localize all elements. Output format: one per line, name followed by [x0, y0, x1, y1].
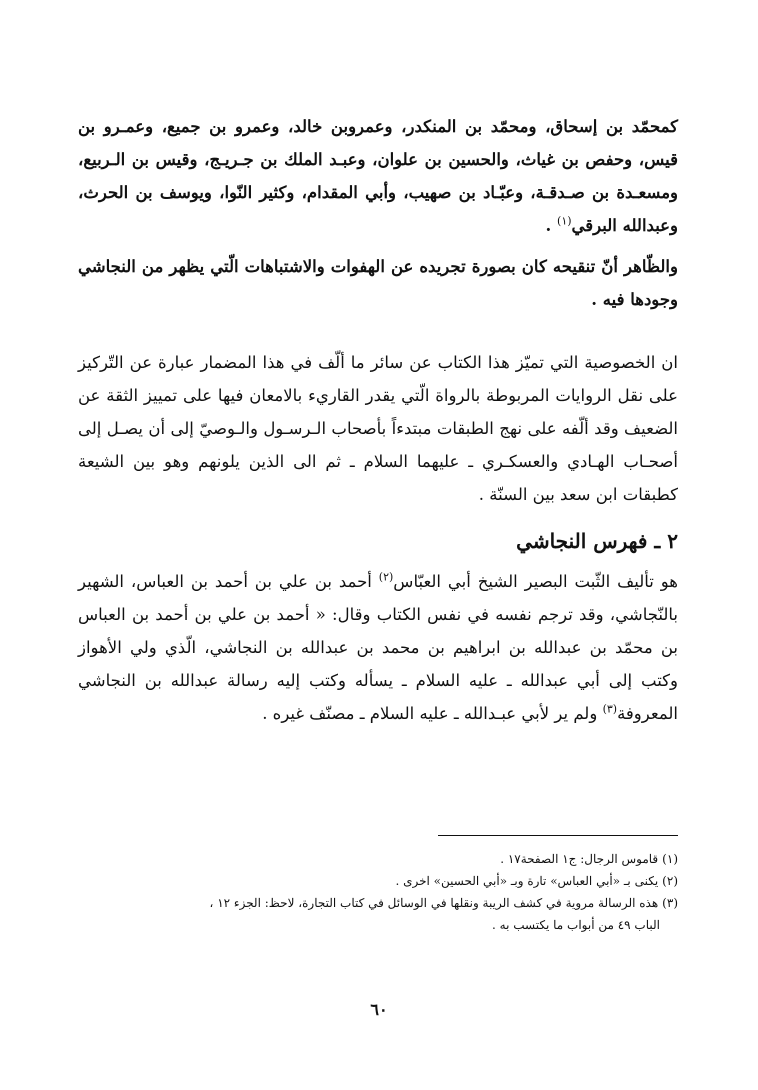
footnote-2: (٢)يكنى بـ «أبي العباس» تارة وبـ «أبي الحسين» اخرى . [395, 874, 678, 888]
footnote-divider [438, 835, 678, 836]
paragraph-text: أحمد بن علي بن أحمد بن العباس، الشهير بالنّجاشي، وقد ترجم نفسه في نفس الكتاب وقال: « أحمد بن علي بن أحمد بن العباس بن محمّد بن عبدالله بن ابراهيم بن محمد بن عبدالله بن النجاشي، الّذي ولي الأهواز وكتب إلى أبي عبدالله ـ عليه السلام ـ يسأله وكتب إليه رسالة عبدالله بن النجاشي المعروفة [78, 572, 679, 723]
footnote-ref-3: (٣) [602, 702, 618, 716]
paragraph-characteristics: ان الخصوصية التي تميّز هذا الكتاب عن سائر ما ألّف في هذا المضمار عبارة عن التّركيز على نقل الروايات المربوطة بالرواة الّتي يقدر القاريء بالامعان فيها على تمييز الثقة عن الضعيف وقد ألّفه على نهج الطبقات مبتدءاً بأصحاب الـرسـول والـوصيّ إلى أن يصـل إلى أصحـاب الهـادي والعسكـري ـ عليهما السلام ـ ثم الى الذين يلونهم وهو بين الشيعة كطبقات ابن سعد بين السنّة . [78, 353, 678, 504]
paragraph-narrators-list [78, 110, 678, 242]
paragraph-text: هو تأليف الثّبت البصير الشيخ أبي العبّاس [393, 572, 679, 591]
footnote-ref-1: (١) [557, 214, 572, 228]
paragraph-end: . [545, 216, 558, 235]
page-number: ٦٠ [370, 1000, 388, 1019]
paragraph-text: كمحمّد بن إسحاق، ومحمّد بن المنكدر، وعمروبن خالد، وعمرو بن جميع، وعمـرو بن قيس، وحفص بن غياث، والحسين بن علوان، وعبـد الملك بن جـريـج، وقيس بن الـربيع، ومسعـدة بن صـدقـة، وعبّـاد بن صهيب، وأبي المقدام، وكثير النّوا، ويوسف بن الحرث، وعبدالله البرقي [78, 117, 678, 235]
footnote-3-continuation: الباب ٤٩ من أبواب ما يكتسب به . [492, 918, 660, 932]
footnote-3: (٣)هذه الرسالة مروية في كشف الريبة ونقلها في الوسائل في كتاب التجارة، لاحظ: الجزء ١٢ ، [209, 896, 678, 910]
section-heading: ٢ ـ فهرس النجاشي [516, 529, 678, 553]
footnote-ref-2: (٢) [378, 570, 394, 584]
paragraph-revision: والظّاهر أنّ تنقيحه كان بصورة تجريده عن الهفوات والاشتباهات الّتي يظهر من النجاشي وجودها فيه . [78, 257, 678, 309]
main-text [78, 110, 678, 730]
footnotes [78, 848, 678, 936]
paragraph-author [78, 565, 678, 730]
paragraph-text: ولم ير لأبي عبـدالله ـ عليه السلام ـ مصنّف غيره . [262, 704, 603, 723]
footnote-1: (١)قاموس الرجال: ج١ الصفحة١٧ . [500, 852, 678, 866]
